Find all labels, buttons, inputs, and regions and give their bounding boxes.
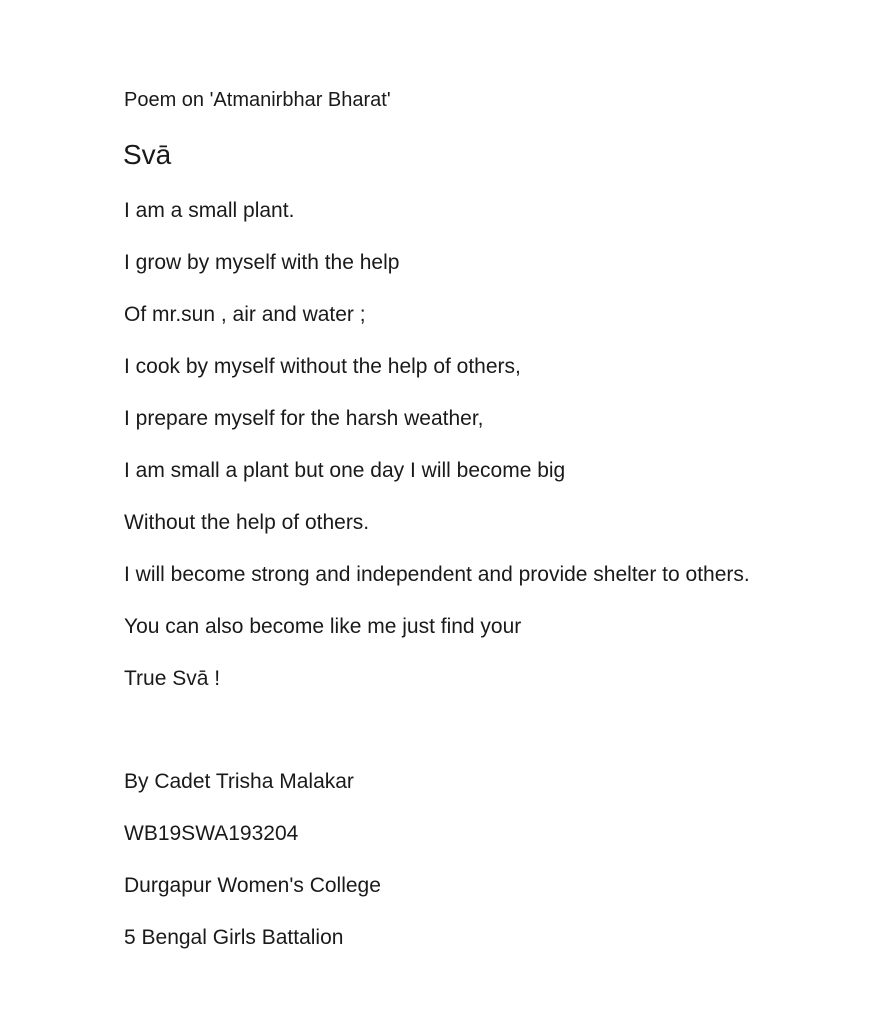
poem-line: True Svā !: [124, 667, 221, 690]
poem-line: I am a small plant.: [124, 199, 295, 222]
poem-line: Of mr.sun , air and water ;: [124, 303, 366, 326]
poem-line: I will become strong and independent and provide shelter to others.: [124, 563, 750, 586]
author-name: By Cadet Trisha Malakar: [124, 770, 354, 793]
poem-line: I cook by myself without the help of others,: [124, 355, 521, 378]
poem-title: Svā: [123, 139, 172, 170]
battalion-name: 5 Bengal Girls Battalion: [124, 926, 344, 949]
poem-line: You can also become like me just find your: [124, 615, 522, 638]
poem-line: Without the help of others.: [124, 511, 370, 534]
poem-line: I am small a plant but one day I will become big: [124, 459, 566, 482]
cadet-id: WB19SWA193204: [124, 822, 299, 845]
author-signature: [124, 769, 381, 977]
document-subtitle: Poem on 'Atmanirbhar Bharat': [124, 89, 391, 111]
poem-line: I grow by myself with the help: [124, 251, 400, 274]
poem-line: I prepare myself for the harsh weather,: [124, 407, 484, 430]
college-name: Durgapur Women's College: [124, 874, 381, 897]
poem-body: [124, 198, 750, 718]
